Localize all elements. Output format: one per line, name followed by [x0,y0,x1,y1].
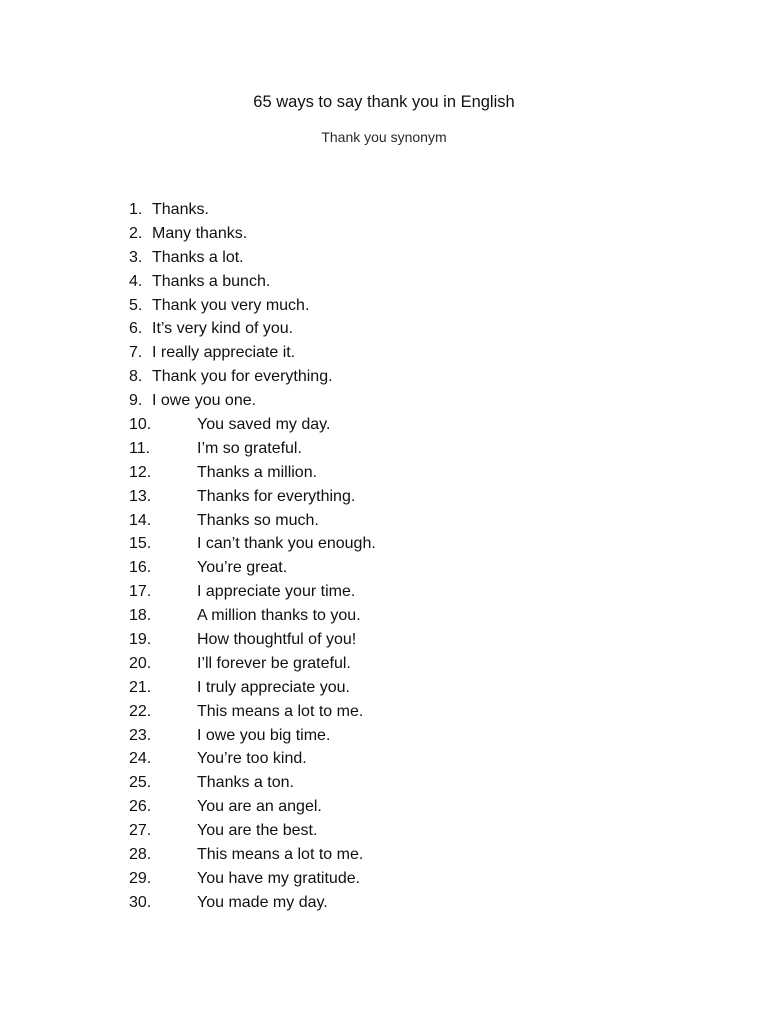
list-item-number: 12. [129,463,152,481]
list-item-text: I’ll forever be grateful. [197,654,351,672]
list-item-number: 24. [129,750,152,768]
list-item [0,652,768,676]
list-item-number: 4. [129,272,143,290]
list-item-number: 8. [129,368,143,386]
list-item-text: Thanks. [152,201,209,218]
list-item-number: 16. [129,559,152,577]
list-item-number: 19. [129,631,152,649]
list-item [0,867,768,891]
list-item-text: You are an angel. [197,798,322,816]
list-item-text: Thanks a million. [197,463,318,481]
list-item-text: I really appreciate it. [152,344,296,362]
list-item [0,795,768,819]
list-item [0,819,768,843]
list-item-number: 6. [129,320,143,338]
list-item-text: You’re too kind. [197,750,307,768]
list-item [0,771,768,795]
list-item-number: 20. [129,654,152,672]
list-item-number: 5. [129,296,143,314]
list-item-number: 25. [129,774,152,792]
list-item [0,341,768,365]
list-item-text: Many thanks. [152,224,248,242]
page-subtitle: Thank you synonym [321,129,447,145]
list-item [0,222,768,246]
thank-you-list [0,198,768,915]
list-item [0,700,768,724]
list-item-number: 23. [129,726,152,744]
list-item [0,365,768,389]
list-item [0,270,768,294]
list-item-number: 30. [129,893,152,911]
list-item [0,317,768,341]
list-item-number: 21. [129,678,152,696]
list-item-text: Thank you for everything. [152,368,333,386]
list-item-text: Thanks for everything. [197,487,356,505]
list-item [0,724,768,748]
list-item-text: I can’t thank you enough. [197,535,376,553]
list-item-text: I’m so grateful. [197,439,302,457]
list-item-text: I owe you big time. [197,726,331,744]
list-item [0,413,768,437]
list-item-number: 9. [129,392,143,410]
list-item [0,556,768,580]
list-item [0,532,768,556]
list-item [0,294,768,318]
list-item [0,509,768,533]
list-item-text: You are the best. [197,822,318,840]
page-title: 65 ways to say thank you in English [253,93,515,111]
list-item-number: 3. [129,248,143,266]
list-item-text: It’s very kind of you. [152,320,294,338]
list-item [0,437,768,461]
list-item-text: This means a lot to me. [197,846,364,864]
list-item-number: 1. [129,201,143,218]
list-item-number: 7. [129,344,143,362]
list-item [0,676,768,700]
list-item-text: Thanks so much. [197,511,319,529]
list-item [0,628,768,652]
list-item-text: A million thanks to you. [197,607,361,625]
list-item [0,246,768,270]
list-item-text: How thoughtful of you! [197,631,357,649]
list-item-text: You made my day. [197,893,328,911]
list-item-number: 14. [129,511,152,529]
list-item [0,461,768,485]
list-item-text: You’re great. [197,559,288,577]
list-item-text: Thanks a lot. [152,248,244,266]
list-item [0,891,768,915]
list-item-text: I owe you one. [152,392,257,410]
list-item [0,485,768,509]
list-item-number: 22. [129,702,152,720]
list-item-text: You have my gratitude. [197,869,361,887]
list-item-number: 17. [129,583,152,601]
list-item-text: I truly appreciate you. [197,678,350,696]
list-item-text: Thanks a ton. [197,774,294,792]
list-item-number: 15. [129,535,152,553]
list-item-text: Thanks a bunch. [152,272,271,290]
list-item-number: 27. [129,822,152,840]
list-item [0,604,768,628]
list-item [0,843,768,867]
list-item [0,580,768,604]
list-item-number: 18. [129,607,152,625]
list-item [0,198,768,222]
list-item-number: 13. [129,487,152,505]
list-item-number: 29. [129,869,152,887]
list-item-text: You saved my day. [197,416,331,434]
list-item-number: 28. [129,846,152,864]
list-item-text: This means a lot to me. [197,702,364,720]
list-item-number: 11. [129,439,151,457]
list-item-text: I appreciate your time. [197,583,356,601]
list-item-text: Thank you very much. [152,296,310,314]
list-item-number: 2. [129,224,143,242]
list-item [0,747,768,771]
list-item-number: 26. [129,798,152,816]
list-item-number: 10. [129,416,152,434]
list-item [0,389,768,413]
